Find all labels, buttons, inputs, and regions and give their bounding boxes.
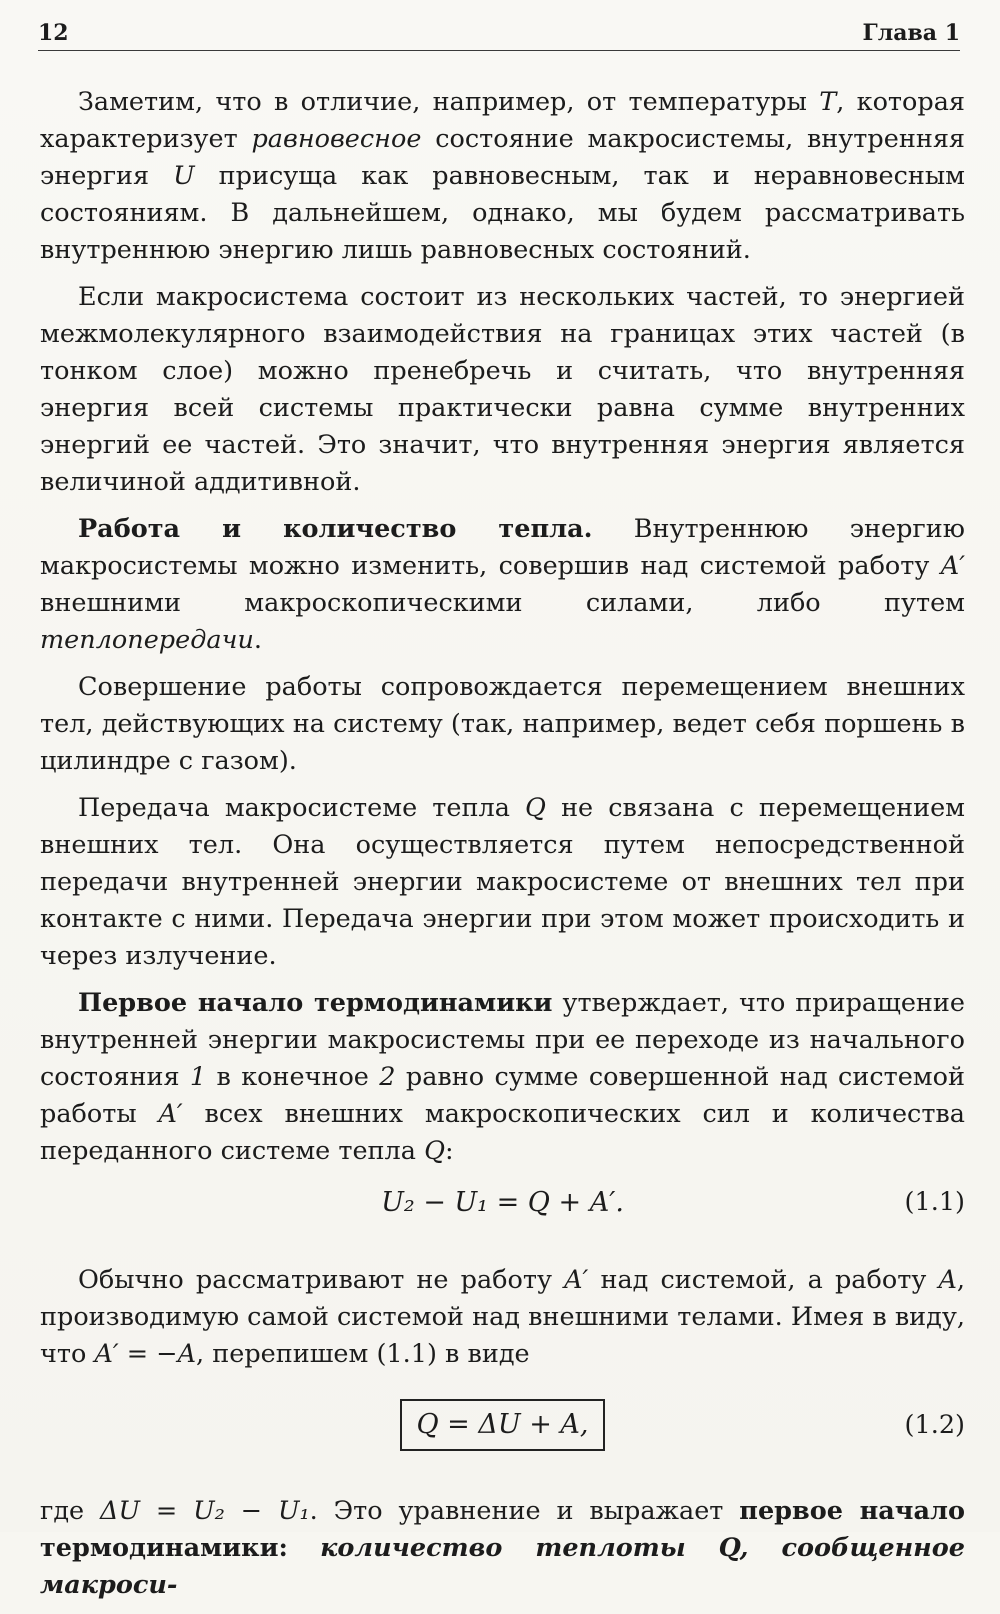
page-number: 12 — [38, 20, 69, 46]
body-text — [40, 84, 965, 1614]
equation-1-1 — [40, 1180, 965, 1228]
term-first-law: Первое начало термодинамики — [78, 988, 553, 1018]
first-law-statement: количество теплоты Q, сообщенное макроси- — [40, 1533, 966, 1600]
paragraph-work-and-heat: Работа и количество тепла. Внутреннюю энергию макросистемы можно изменить, совершив над системой работу A′ внешними макроскопическими силами, либо путем теплопередачи. — [40, 514, 965, 655]
paragraph-heat-transfer: Передача макросистеме тепла Q не связана с перемещением внешних тел. Она осуществляется путем непосредственной передачи внутренней энергии макросистеме от внешних тел при контакте с ними. Передача энергии при этом может происходить и через излучение. — [40, 793, 965, 971]
section-heading-work-heat: Работа и количество тепла. — [78, 514, 593, 544]
equation-formula: U₂ − U₁ = Q + A′. — [381, 1187, 624, 1218]
term-first-law-bold: первое начало термодинамики: — [40, 1496, 965, 1563]
boxed-formula: Q = ΔU + A, — [400, 1399, 604, 1451]
paragraph-first-law-statement: где ΔU = U₂ − U₁. Это уравнение и выражает первое начало термодинамики: количество теплоты Q, сообщенное макроси- — [40, 1496, 966, 1600]
paragraph-internal-energy: Заметим, что в отличие, например, от температуры T, которая характеризует равновесное состояние макросистемы, внутренняя энергия U присуща как равновесным, так и неравновесным состояниям. В дальнейшем, однако, мы будем рассматривать внутреннюю энергию лишь равновесных состояний. — [40, 87, 965, 265]
running-header — [38, 14, 960, 51]
paragraph-additivity: Если макросистема состоит из нескольких частей, то энергией межмолекулярного взаимодействия на границах этих частей (в тонком слое) можно пренебречь и считать, что внутренняя энергия всей системы практически равна сумме внутренних энергий ее частей. Это значит, что внутренняя энергия является величиной аддитивной. — [40, 282, 965, 497]
equation-number: (1.1) — [904, 1187, 965, 1217]
paragraph-first-law: Первое начало термодинамики утверждает, что приращение внутренней энергии макросистемы при ее переходе из начального состояния 1 в конечное 2 равно сумме совершенной над системой работы A′ всех внешних макроскопических сил и количества переданного системе тепла Q: — [40, 988, 965, 1166]
equation-number: (1.2) — [904, 1410, 965, 1440]
equation-1-2 — [40, 1391, 965, 1455]
paragraph-work: Совершение работы сопровождается перемещением внешних тел, действующих на систему (так, например, ведет себя поршень в цилиндре с газом). — [40, 672, 965, 776]
chapter-title: Глава 1 — [862, 20, 960, 46]
paragraph-work-by-system: Обычно рассматривают не работу A′ над системой, а работу A, производимую самой системой над внешними телами. Имея в виду, что A′ = −A, перепишем (1.1) в виде — [40, 1265, 965, 1369]
